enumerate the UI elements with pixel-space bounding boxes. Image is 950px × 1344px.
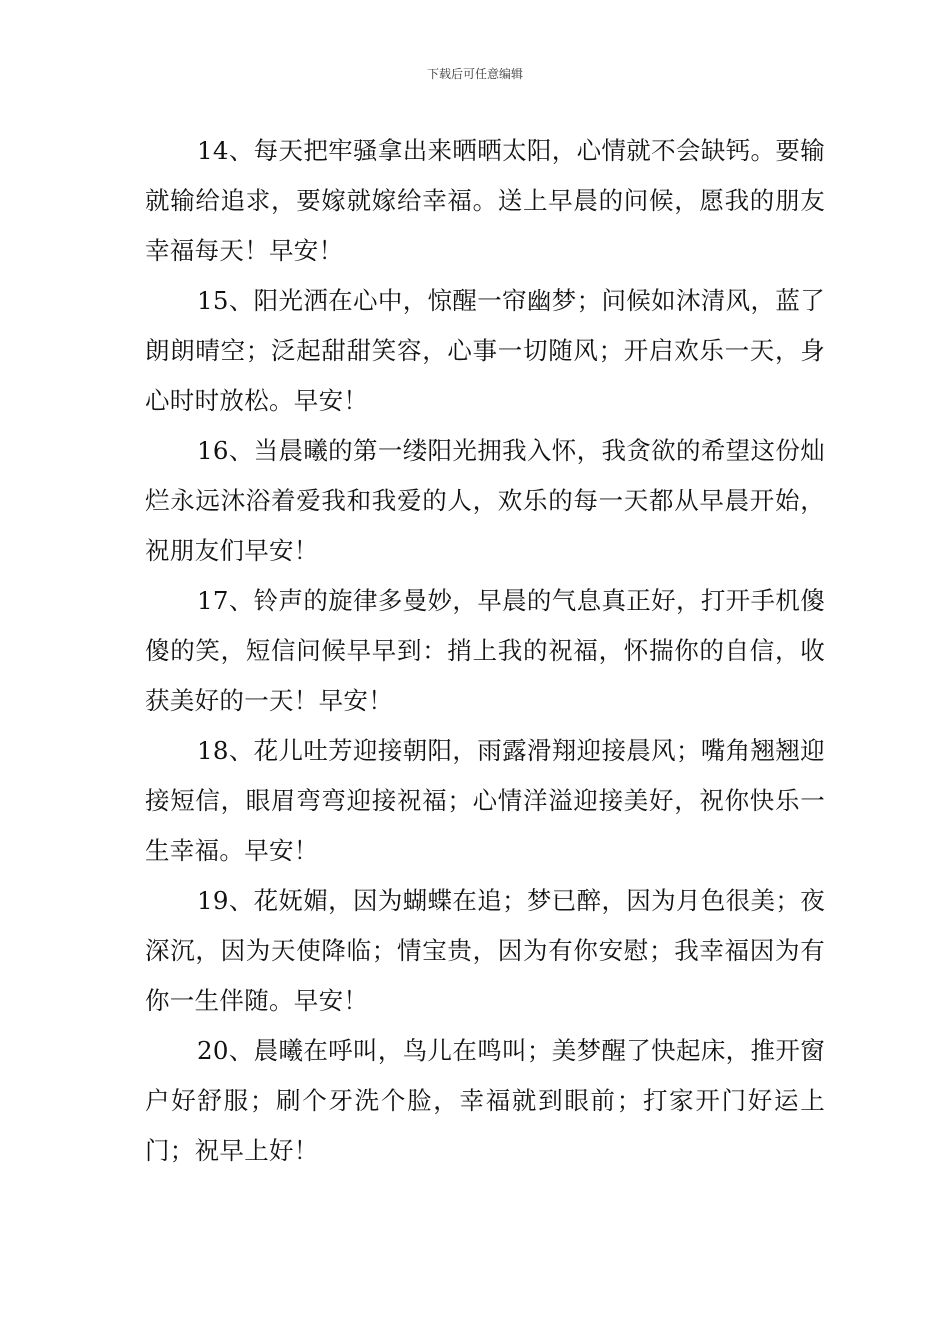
paragraph-19: 19、花妩媚，因为蝴蝶在追；梦已醉，因为月色很美；夜深沉，因为天使降临；情宝贵，因为有你安慰；我幸福因为有你一生伴随。早安！ <box>145 886 825 1015</box>
paragraph-15: 15、阳光洒在心中，惊醒一帘幽梦；问候如沐清风，蓝了朗朗晴空；泛起甜甜笑容，心事一切随风；开启欢乐一天，身心时时放松。早安！ <box>145 286 825 415</box>
paragraph-16: 16、当晨曦的第一缕阳光拥我入怀，我贪欲的希望这份灿烂永远沐浴着爱我和我爱的人，欢乐的每一天都从早晨开始，祝朋友们早安！ <box>145 436 825 565</box>
paragraph-17: 17、铃声的旋律多曼妙，早晨的气息真正好，打开手机傻傻的笑，短信问候早早到：捎上我的祝福，怀揣你的自信，收获美好的一天！早安！ <box>145 586 825 715</box>
document-body <box>145 126 825 1176</box>
paragraph-18: 18、花儿吐芳迎接朝阳，雨露滑翔迎接晨风；嘴角翘翘迎接短信，眼眉弯弯迎接祝福；心情洋溢迎接美好，祝你快乐一生幸福。早安！ <box>145 736 825 865</box>
paragraph-20: 20、晨曦在呼叫，鸟儿在鸣叫；美梦醒了快起床，推开窗户好舒服；刷个牙洗个脸，幸福就到眼前；打家开门好运上门；祝早上好！ <box>145 1036 825 1165</box>
paragraph-14: 14、每天把牢骚拿出来晒晒太阳，心情就不会缺钙。要输就输给追求，要嫁就嫁给幸福。送上早晨的问候，愿我的朋友幸福每天！早安！ <box>145 136 825 265</box>
page-header: 下载后可任意编辑 <box>426 67 523 81</box>
